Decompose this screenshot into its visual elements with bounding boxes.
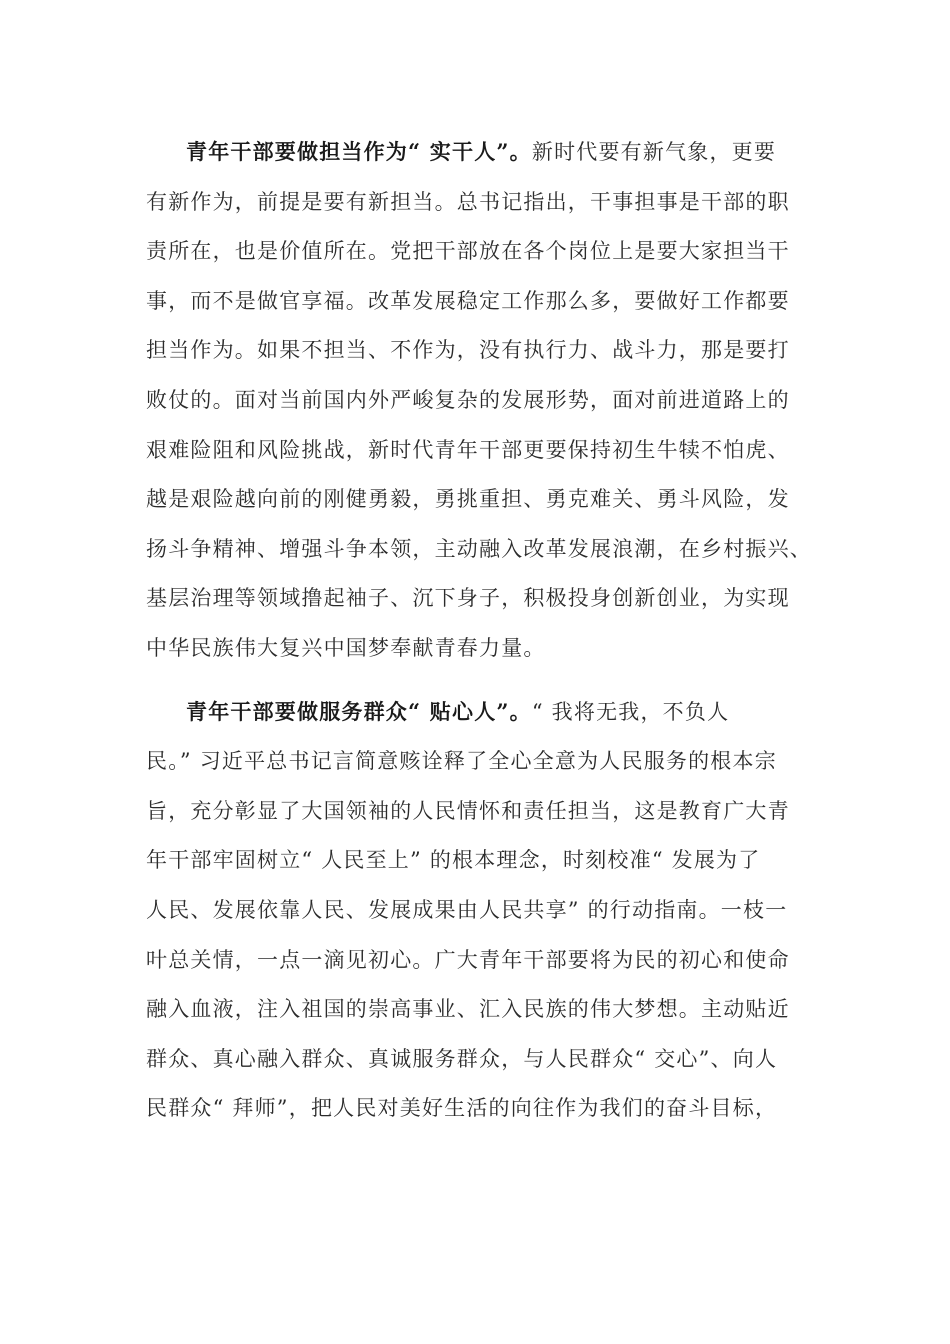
paragraph-line: 年干部牢固树立“ 人民至上” 的根本理念，时刻校准“ 发展为了	[146, 848, 761, 873]
paragraph-line: 有新作为，前提是要有新担当。总书记指出，干事担事是干部的职	[146, 189, 790, 214]
paragraph-line: 败仗的。面对当前国内外严峻复杂的发展形势，面对前进道路上的	[146, 387, 790, 412]
document-body	[146, 133, 832, 1139]
paragraph-line	[146, 133, 832, 183]
paragraph-line: 事，而不是做官享福。改革发展稳定工作那么多，要做好工作都要	[146, 288, 790, 313]
paragraph-line	[146, 693, 832, 743]
paragraph-line: 扬斗争精神、增强斗争本领，主动融入改革发展浪潮，在乡村振兴、	[146, 536, 812, 561]
paragraph-line: 人民、发展依靠人民、发展成果由人民共享” 的行动指南。一枝一	[146, 897, 788, 922]
paragraph-line: 群众、真心融入群众、真诚服务群众，与人民群众“ 交心”、向人	[146, 1046, 778, 1071]
paragraph-line: 民。” 习近平总书记言简意赅诠释了全心全意为人民服务的根本宗	[146, 749, 777, 774]
line-text: 新时代要有新气象，更要	[531, 140, 777, 164]
paragraph-line: 艰难险阻和风险挑战，新时代青年干部更要保持初生牛犊不怕虎、	[146, 437, 790, 462]
paragraph	[146, 693, 832, 1139]
paragraph-heading: 青年干部要做担当作为“ 实干人”。	[186, 139, 532, 164]
paragraph-line: 基层治理等领域撸起袖子、沉下身子，积极投身创新创业，为实现	[146, 586, 790, 611]
paragraph-heading: 青年干部要做服务群众“ 贴心人”。	[186, 698, 532, 724]
paragraph-line: 责所在，也是价值所在。党把干部放在各个岗位上是要大家担当干	[146, 239, 790, 264]
paragraph-line: 融入血液，注入祖国的崇高事业、汇入民族的伟大梦想。主动贴近	[146, 997, 790, 1022]
paragraph-line: 越是艰险越向前的刚健勇毅，勇挑重担、勇克难关、勇斗风险，发	[146, 487, 790, 512]
paragraph	[146, 133, 832, 679]
paragraph-line: 旨，充分彰显了大国领袖的人民情怀和责任担当，这是教育广大青	[146, 798, 790, 823]
paragraph-line: 叶总关情，一点一滴见初心。广大青年干部要将为民的初心和使命	[146, 947, 790, 972]
paragraph-line: 民群众“ 拜师”，把人民对美好生活的向往作为我们的奋斗目标，	[146, 1096, 778, 1121]
paragraph-spacer	[146, 679, 832, 693]
paragraph-line: 担当作为。如果不担当、不作为，没有执行力、战斗力，那是要打	[146, 338, 790, 363]
line-text: “ 我将无我，不负人	[531, 699, 730, 724]
paragraph-line: 中华民族伟大复兴中国梦奉献青春力量。	[146, 635, 546, 660]
